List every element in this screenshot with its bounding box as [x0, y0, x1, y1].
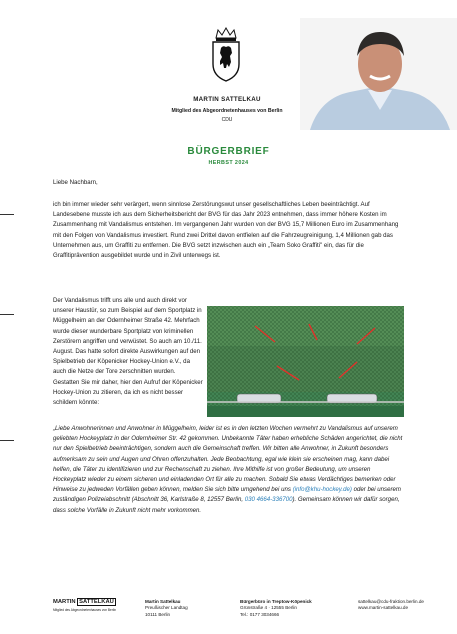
email-link[interactable]: (info@khu-hockey.de) — [292, 486, 352, 494]
party-label: CDU — [221, 117, 233, 123]
fold-mark — [0, 214, 14, 215]
footer-col1-line2: 10111 Berlin — [145, 611, 171, 617]
logo-subline: Mitglied des Abgeordnetenhauses von Berlin — [53, 608, 117, 612]
logo-name: MARTIN — [53, 599, 76, 605]
paragraph-1: ich bin immer wieder sehr verärgert, wenn sinnlose Zerstörungswut unser gesellschaftliches Leben beeinträchtigt. Auf Landesebene musste ich aus dem Sicherheitsbericht der BVG für das Jahr 2023 entnehmen, dass immer höhere Kosten im Zusammenhang mit Vandalismus entstehen. Im vergangenen Jahr wurden von der BVG 15,7 Millionen Euro im Zusammenhang mit den Folgen von Vandalismus investiert. Rund zwei Drittel davon entfielen auf die Fahrzeugreinigung, 1,4 Millionen gab das Unternehmen aus, um Graffiti zu entfernen. Die BVG setzt inzwischen auch ein „Team Soko Graffiti" ein, das für die Graffitiprävention ausgebildet wurde und in Zivil unterwegs ist. — [53, 201, 399, 260]
footer-logo — [53, 598, 143, 612]
footer-col1-title: Martin Sattelkau — [145, 599, 181, 604]
footer-email[interactable]: sattelkau@cdu-fraktion.berlin.de — [358, 599, 424, 604]
page-subtitle: HERBST 2024 — [208, 160, 249, 166]
footer-contact — [358, 599, 453, 612]
footer-address-landtag — [145, 599, 227, 618]
quote-end-text: ). Gemeinsam können wir dafür sorgen, dass solche Vorfälle in Zukunft nicht mehr vorkommen. — [53, 496, 400, 514]
footer-col2-line2: Tel.: 0177 3034666 — [240, 611, 280, 617]
hockey-goal-photo — [207, 306, 404, 417]
berlin-bear-crest-icon — [208, 26, 244, 84]
salutation: Liebe Nachbarn, — [53, 179, 98, 186]
phone-link[interactable]: 030 4664-336700 — [244, 496, 293, 504]
footer-col1-line1: Preußischer Landtag — [145, 605, 188, 611]
politician-role: Mitglied des Abgeordnetenhauses von Berlin — [171, 108, 283, 114]
quote-middle-text: oder bei unserem zuständigen Polizeiabschnitt (Abschnitt 36, Karlstraße 8, 12557 Berlin, — [53, 486, 401, 504]
quote-text: „Liebe Anwohnerinnen und Anwohner in Müggelheim, leider ist es in den letzten Wochen vermehrt zu Vandalismus auf unserem geliebten Hockeyplatz in der Odernheimer Str. 42 gekommen. Unbekannte Täter haben erhebliche Schäden angerichtet, die nicht nur den Spielbetrieb beeinträchtigen, sondern auch die Gemeinschaft treffen. Wir bitten alle Anwohner, in Zukunft besonders aufmerksam zu sein und Augen und Ohren offenzuhalten. Jede Beobachtung, egal wie klein sie erscheinen mag, kann dabei helfen, die Täter zu identifizieren und zur Rechenschaft zu ziehen. Ihre Mithilfe ist von großer Bedeutung, um unseren Hockeyplatz wieder zu einem sicheren und einladenden Ort für alle zu machen. Sobald Sie etwas Verdächtiges bemerken oder Hinweise zu jedweden Vorfällen geben können, melden Sie sich bitte umgehend bei uns — [53, 425, 403, 494]
paragraph-2: Der Vandalismus trifft uns alle und auch direkt vor unserer Haustür, so zum Beispiel auf dem Sportplatz in Müggelheim an der Odernheimer Straße 42. Mehrfach wurde dieser wunderbare Sportplatz von kriminellen Zerstörern angriffen und verwüstet. So auch am 10./11. August. Das hatte sofort direkte Auswirkungen auf den Spielbetrieb der Köpenicker Hockey-Union e.V., da auch die Netze der Tore zerschnitten wurden. Gestatten Sie mir daher, hier den Aufruf der Köpenicker Hockey-Union zu zitieren, da ich es nicht besser schildern könnte: — [53, 297, 203, 407]
footer-address-office — [240, 599, 340, 618]
footer-website[interactable]: www.martin-sattelkau.de — [358, 605, 409, 611]
logo-box: SATTELKAU — [79, 599, 114, 605]
politician-name: MARTIN SATTELKAU — [193, 96, 261, 103]
fold-mark — [0, 440, 14, 441]
footer-col2-title: Bürgerbüro in Treptow-Köpenick — [240, 599, 312, 604]
hockey-union-quote — [53, 424, 405, 516]
fold-mark — [0, 314, 14, 315]
page-title: BÜRGERBRIEF — [187, 146, 270, 157]
footer-col2-line1: Grünstraße 4 · 12555 Berlin — [240, 605, 297, 611]
